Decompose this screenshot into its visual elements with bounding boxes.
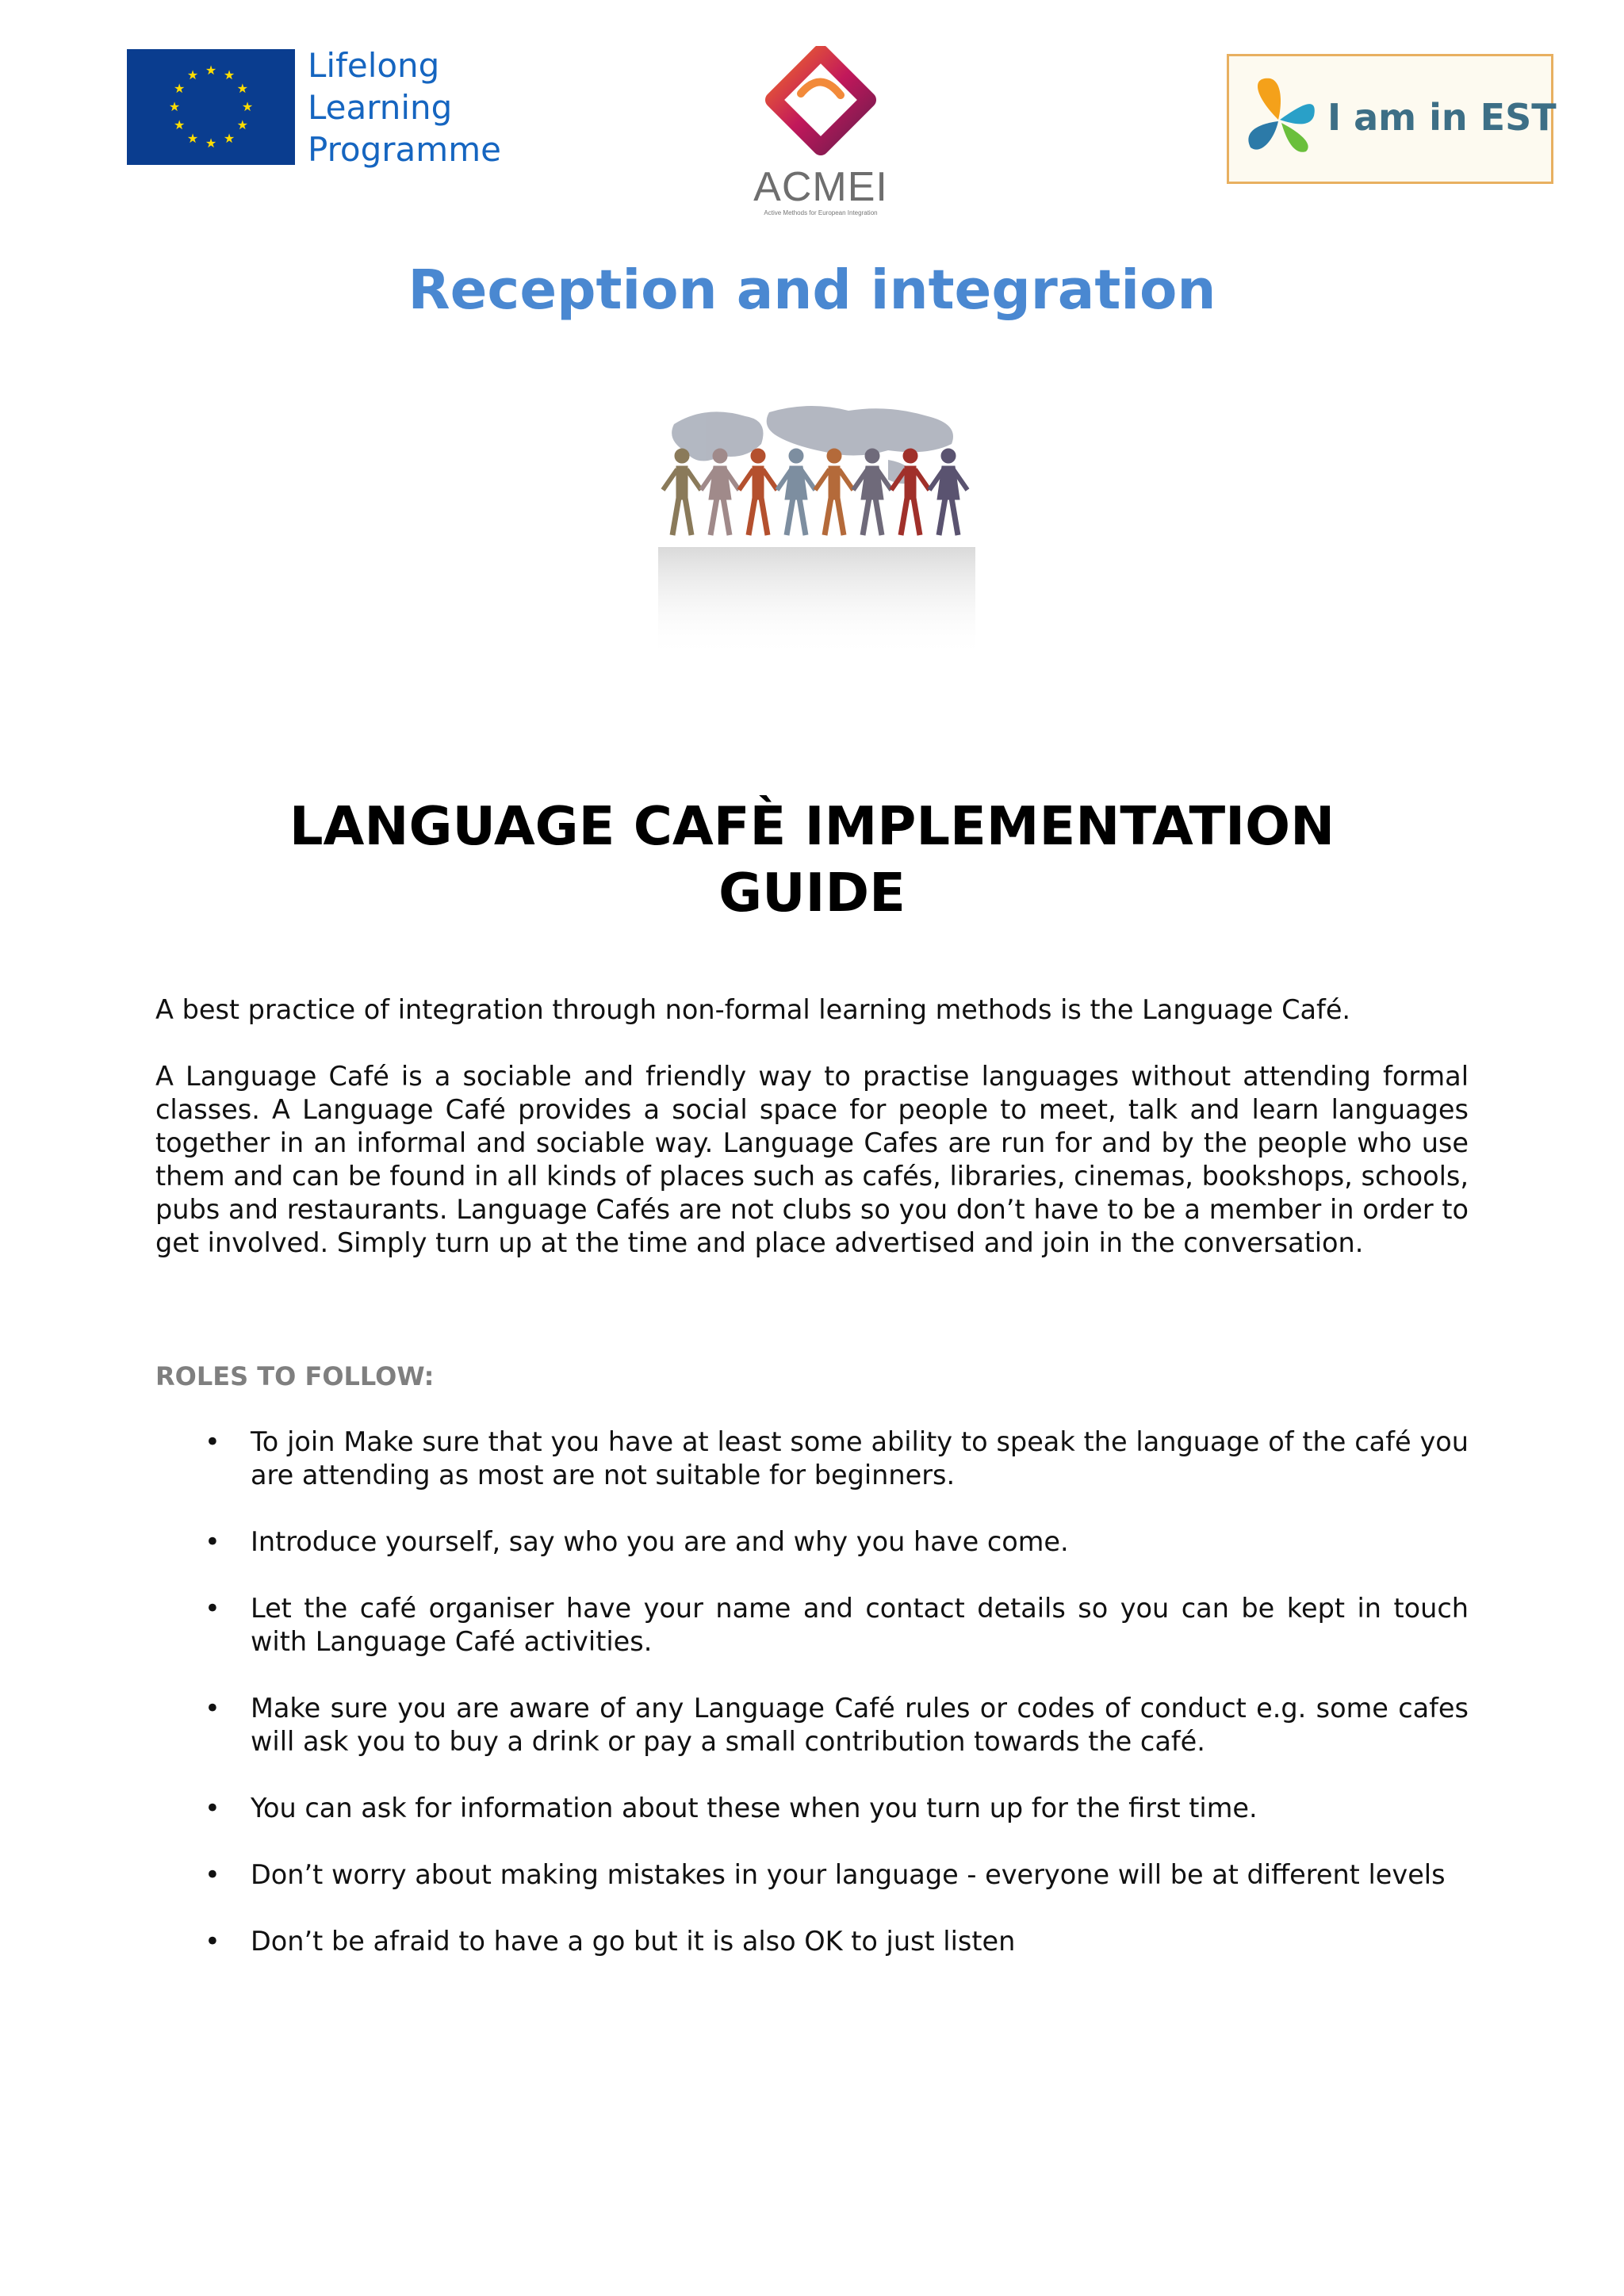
i-am-in-est-logo [1227,54,1557,184]
list-item [155,1592,1469,1659]
document-title [190,793,1434,926]
person-figure [815,449,853,535]
document-title-line-1: LANGUAGE CAFÈ IMPLEMENTATION [289,795,1335,857]
people-holding-hands-illustration [650,396,983,666]
person-figure [701,449,739,535]
person-figure [663,449,701,535]
role-text: Introduce yourself, say who you are and why you have come. [251,1526,1069,1557]
bullet-icon: • [205,1526,220,1557]
llp-line-3: Programme [308,130,501,169]
roles-heading: ROLES TO FOLLOW: [155,1361,435,1391]
butterfly-icon [1239,72,1326,167]
bullet-icon: • [205,1859,220,1890]
bullet-icon: • [205,1426,220,1457]
role-text: Let the café organiser have your name and contact details so you can be kept in touch with Language Café activities. [251,1593,1469,1657]
role-text: Make sure you are aware of any Language Café rules or codes of conduct e.g. some cafes will ask you to buy a drink or pay a small contribution towards the café. [251,1693,1469,1757]
document-title-line-2: GUIDE [718,862,906,924]
list-item [155,1858,1469,1892]
role-text: You can ask for information about these when you turn up for the first time. [251,1793,1258,1823]
list-item [155,1525,1469,1559]
llp-line-2: Learning [308,88,453,127]
intro-paragraph: A best practice of integration through non-formal learning methods is the Language Café. [155,994,1351,1025]
acmei-logo-text: ACMEI [753,164,888,210]
llp-logo-text [308,44,501,170]
eu-star-icon: ★ [236,117,249,132]
person-figure [929,449,967,535]
eu-star-icon: ★ [186,130,199,146]
list-item [155,1792,1469,1825]
role-text: To join Make sure that you have at least some ability to speak the language of the café you are attending as most are not suitable for beginners. [251,1426,1469,1490]
eu-flag-icon [127,49,295,165]
page-heading: Reception and integration [408,258,1216,322]
person-figure [739,449,777,535]
acmei-logo [737,46,912,220]
eu-star-icon: ★ [223,130,236,146]
eu-star-icon: ★ [236,81,249,96]
description-paragraph: A Language Café is a sociable and friendly way to practise languages without attending formal classes. A Language Café provides a social space for people to meet, talk and learn languages together in an informal and sociable way. Language Cafes are run for and by the people who use them and can be found in all kinds of places such as cafés, libraries, cinemas, bookshops, schools, pubs and restaurants. Language Cafés are not clubs so you don’t have to be a member in order to get involved. Simply turn up at the time and place advertised and join in the conversation. [155,1061,1469,1258]
llp-line-1: Lifelong [308,46,440,85]
person-figure [853,449,891,535]
acmei-tagline: Active Methods for European Integration [764,209,878,216]
list-item [155,1925,1469,1958]
eu-star-icon: ★ [173,81,186,96]
lifelong-learning-programme-logo [127,46,523,173]
est-logo-text: I am in EST [1327,96,1557,139]
eu-star-icon: ★ [173,117,186,132]
eu-star-icon: ★ [168,99,181,114]
role-text: Don’t worry about making mistakes in your language - everyone will be at different levels [251,1859,1446,1890]
list-item [155,1692,1469,1758]
bullet-icon: • [205,1593,220,1624]
eu-star-icon: ★ [223,67,236,83]
eu-star-icon: ★ [186,67,199,83]
role-text: Don’t be afraid to have a go but it is also OK to just listen [251,1926,1016,1957]
roles-list [155,1425,1469,1992]
eu-star-icon: ★ [241,99,254,114]
person-figure [891,449,929,535]
person-figure [777,449,815,535]
eu-star-icon: ★ [205,136,217,151]
bullet-icon: • [205,1693,220,1724]
bullet-icon: • [205,1926,220,1957]
acmei-diamond-icon [737,46,904,165]
bullet-icon: • [205,1793,220,1823]
eu-star-icon: ★ [205,63,217,78]
list-item [155,1425,1469,1492]
